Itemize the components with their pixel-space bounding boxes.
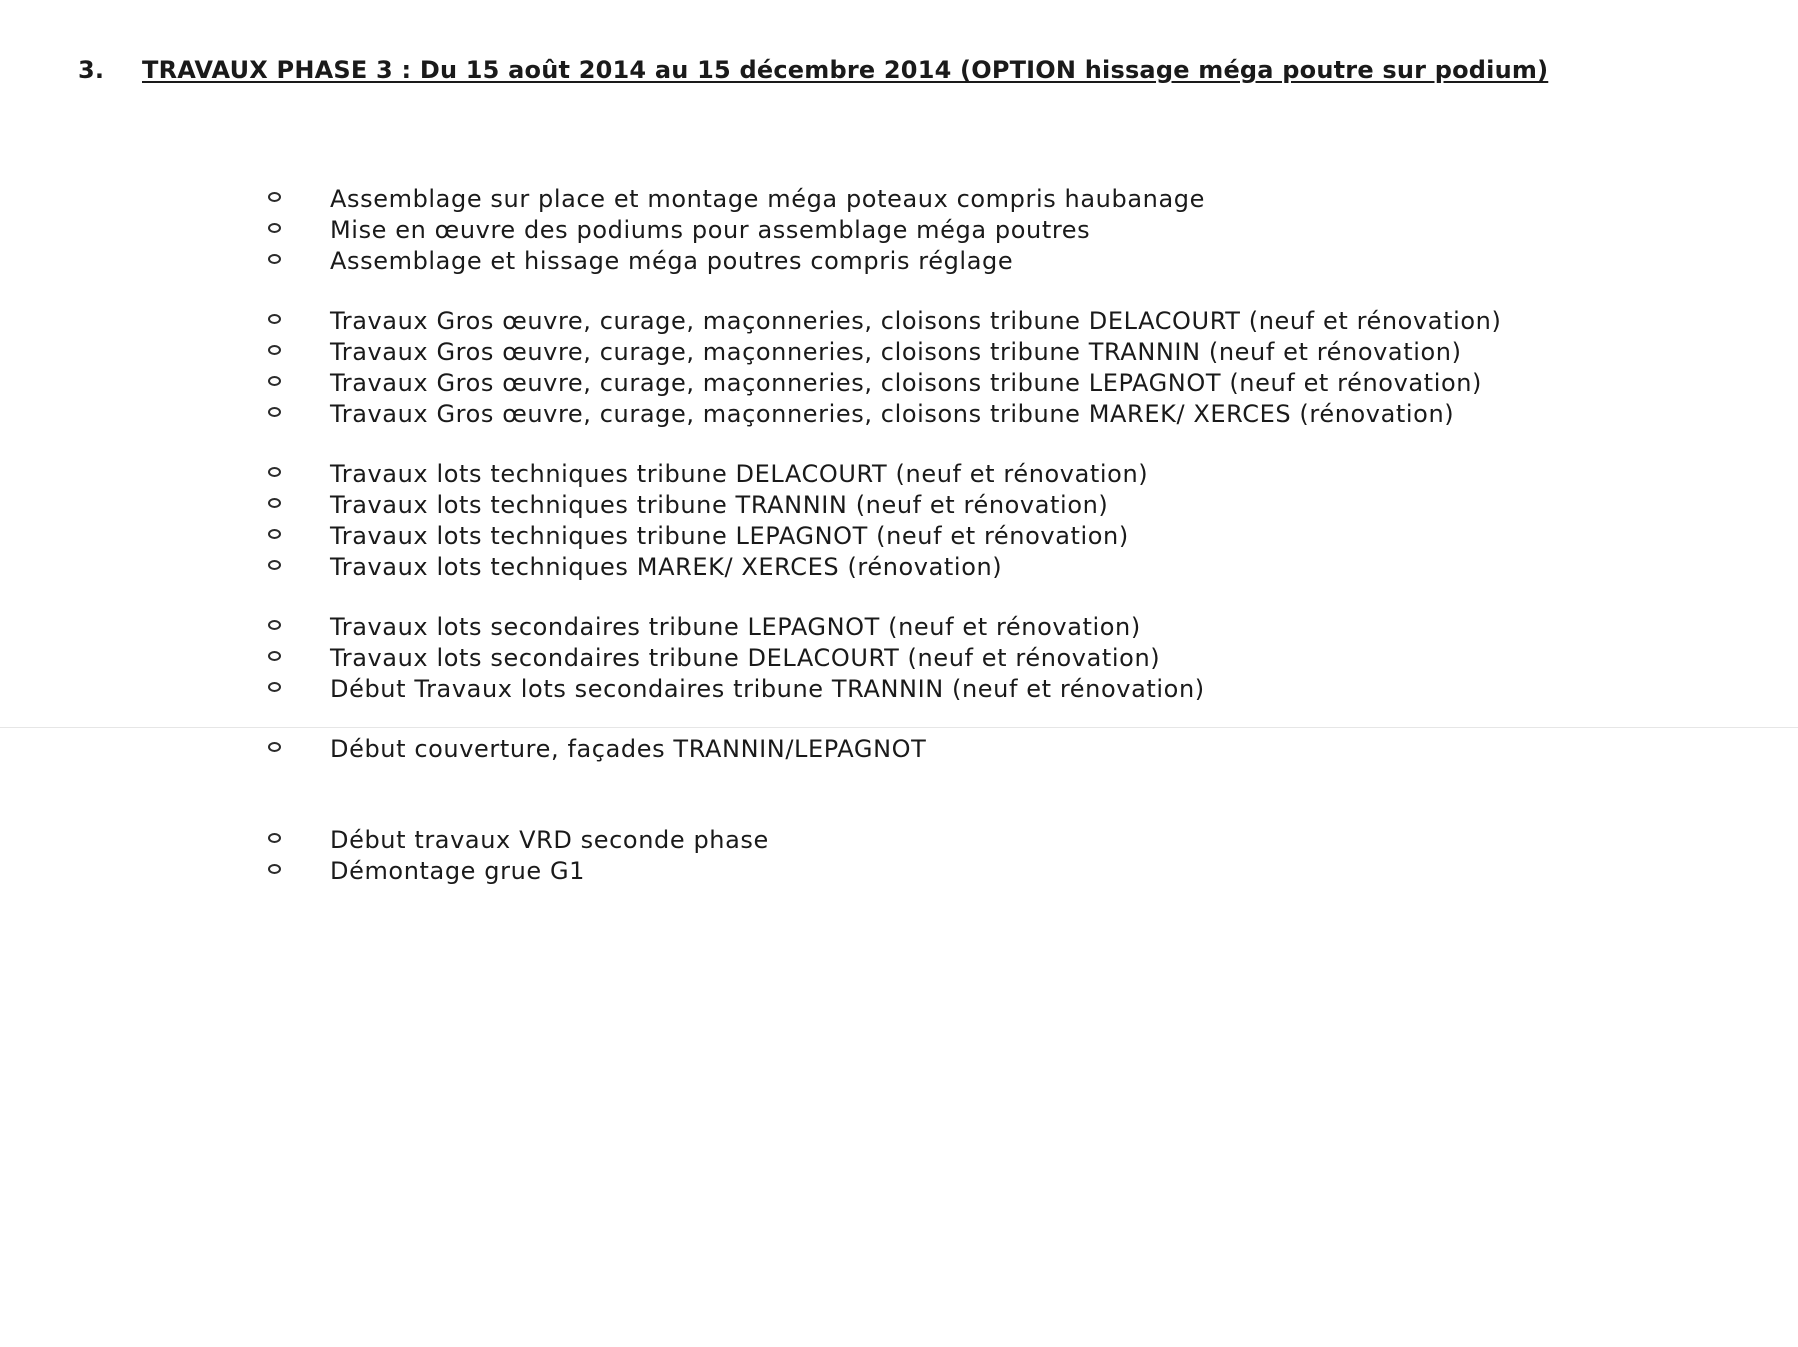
list-item-text: Travaux lots techniques tribune TRANNIN (neuf et rénovation) xyxy=(330,491,1109,519)
list-item xyxy=(263,856,1603,887)
list-item xyxy=(263,643,1603,674)
list-item xyxy=(263,215,1603,246)
list-item-text: Travaux lots techniques tribune LEPAGNOT (neuf et rénovation) xyxy=(330,522,1129,550)
list-item-text: Assemblage et hissage méga poutres compris réglage xyxy=(330,247,1014,275)
bullet-circle-icon xyxy=(268,833,281,843)
bullet-circle-icon xyxy=(268,498,281,508)
list-item-text: Travaux Gros œuvre, curage, maçonneries, cloisons tribune TRANNIN (neuf et rénovation) xyxy=(330,338,1462,366)
bullet-circle-icon xyxy=(268,223,281,233)
list-item-text: Travaux lots secondaires tribune LEPAGNOT (neuf et rénovation) xyxy=(330,613,1141,641)
bullet-circle-icon xyxy=(268,529,281,539)
bullet-circle-icon xyxy=(268,345,281,355)
list-item-text: Travaux lots secondaires tribune DELACOURT (neuf et rénovation) xyxy=(330,644,1161,672)
list-item xyxy=(263,521,1603,552)
list-item xyxy=(263,184,1603,215)
list-item-text: Démontage grue G1 xyxy=(330,857,586,885)
list-item xyxy=(263,399,1603,430)
list-item xyxy=(263,552,1603,583)
section-title: TRAVAUX PHASE 3 : Du 15 août 2014 au 15 décembre 2014 (OPTION hissage méga poutre sur podium) xyxy=(142,56,1549,84)
bullet-list xyxy=(263,184,1603,887)
bullet-circle-icon xyxy=(268,314,281,324)
list-item-text: Travaux Gros œuvre, curage, maçonneries, cloisons tribune DELACOURT (neuf et rénovation) xyxy=(330,307,1502,335)
list-item xyxy=(263,825,1603,856)
bullet-circle-icon xyxy=(268,376,281,386)
list-item-text: Début travaux VRD seconde phase xyxy=(330,826,769,854)
list-item xyxy=(263,490,1603,521)
bullet-circle-icon xyxy=(268,467,281,477)
list-item xyxy=(263,306,1603,337)
bullet-circle-icon xyxy=(268,682,281,692)
section-number: 3. xyxy=(78,56,105,84)
bullet-circle-icon xyxy=(268,254,281,264)
list-item-text: Travaux Gros œuvre, curage, maçonneries, cloisons tribune LEPAGNOT (neuf et rénovation) xyxy=(330,369,1483,397)
list-item-text: Assemblage sur place et montage méga poteaux compris haubanage xyxy=(330,185,1205,213)
list-item xyxy=(263,337,1603,368)
list-item-text: Travaux Gros œuvre, curage, maçonneries, cloisons tribune MAREK/ XERCES (rénovation) xyxy=(330,400,1455,428)
list-item xyxy=(263,246,1603,277)
bullet-circle-icon xyxy=(268,192,281,202)
bullet-circle-icon xyxy=(268,560,281,570)
list-item xyxy=(263,674,1603,705)
list-item xyxy=(263,368,1603,399)
list-item xyxy=(263,459,1603,490)
list-item-text: Début couverture, façades TRANNIN/LEPAGNOT xyxy=(330,735,927,763)
bullet-circle-icon xyxy=(268,864,281,874)
list-item-text: Début Travaux lots secondaires tribune TRANNIN (neuf et rénovation) xyxy=(330,675,1205,703)
bullet-circle-icon xyxy=(268,407,281,417)
list-item xyxy=(263,734,1603,765)
list-item-text: Mise en œuvre des podiums pour assemblage méga poutres xyxy=(330,216,1091,244)
list-item-text: Travaux lots techniques MAREK/ XERCES (rénovation) xyxy=(330,553,1003,581)
bullet-circle-icon xyxy=(268,742,281,752)
list-item xyxy=(263,612,1603,643)
bullet-circle-icon xyxy=(268,620,281,630)
list-item-text: Travaux lots techniques tribune DELACOURT (neuf et rénovation) xyxy=(330,460,1149,488)
bullet-circle-icon xyxy=(268,651,281,661)
